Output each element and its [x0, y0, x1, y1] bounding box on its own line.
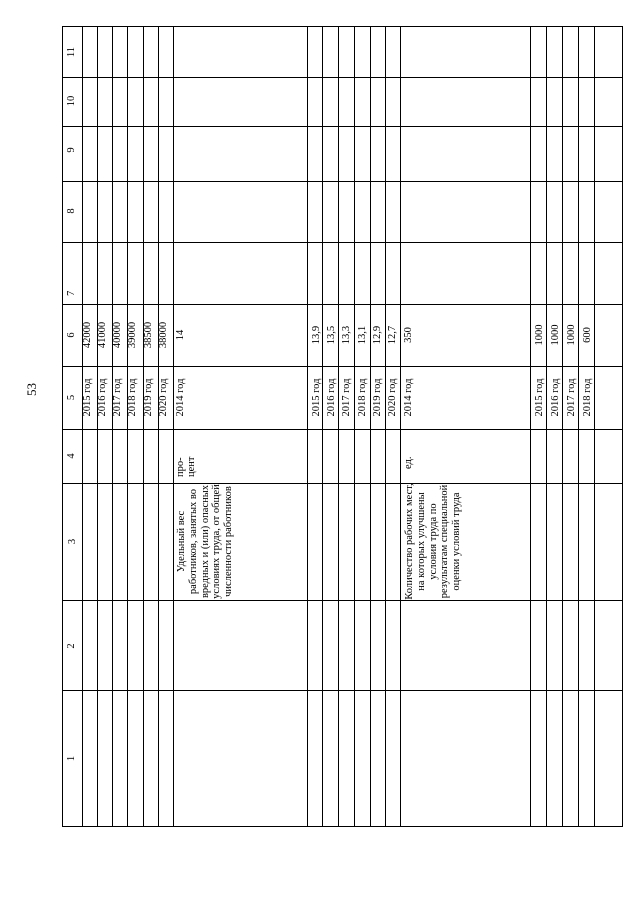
base-year-cell: 2014 год — [403, 378, 414, 417]
base-value-cell: 14 — [175, 329, 186, 341]
indicator-name: Количество рабочих мест, на которых улучшены условия труда по результатам специальной оценки условий труда — [404, 483, 462, 600]
value-cell: 13,1 — [357, 325, 368, 345]
year-cell: 2016 год — [326, 378, 337, 417]
year-cell: 2017 год — [566, 378, 577, 417]
year-cell: 2018 год — [582, 378, 593, 417]
header-col-10: 10 — [66, 95, 77, 107]
unit-cell: про-цент — [175, 456, 197, 477]
page-number: 53 — [24, 383, 39, 396]
header-col-6: 6 — [66, 332, 77, 338]
value-cell: 38000 — [158, 321, 169, 349]
value-cell: 1000 — [534, 324, 545, 346]
year-cell: 2017 год — [112, 378, 123, 417]
year-cell: 2017 год — [341, 378, 352, 417]
value-cell: 40000 — [112, 321, 123, 349]
value-cell: 12,9 — [372, 325, 383, 345]
header-col-4: 4 — [66, 453, 77, 459]
year-cell: 2015 год — [311, 378, 322, 417]
header-col-11: 11 — [66, 46, 77, 58]
value-cell: 38500 — [143, 321, 154, 349]
header-col-7: 7 — [66, 290, 77, 296]
value-cell: 39000 — [127, 321, 138, 349]
year-cell: 2020 год — [158, 378, 169, 417]
value-cell: 13,9 — [311, 325, 322, 345]
value-cell: 13,5 — [326, 325, 337, 345]
year-cell: 2020 год — [387, 378, 398, 417]
header-col-8: 8 — [66, 208, 77, 214]
header-col-2: 2 — [66, 643, 77, 649]
value-cell: 41000 — [97, 321, 108, 349]
year-cell: 2018 год — [357, 378, 368, 417]
year-cell: 2019 год — [372, 378, 383, 417]
value-cell: 12,7 — [387, 325, 398, 345]
unit-cell: ед. — [403, 456, 414, 469]
header-col-3: 3 — [67, 538, 78, 545]
header-col-1: 1 — [66, 755, 77, 762]
year-cell: 2019 год — [143, 378, 154, 417]
value-cell: 42000 — [82, 321, 93, 349]
header-col-9: 9 — [66, 147, 77, 153]
rotated-table — [62, 26, 622, 826]
year-cell: 2016 год — [550, 378, 561, 417]
base-year-cell: 2014 год — [175, 378, 186, 417]
value-cell: 1000 — [550, 324, 561, 346]
year-cell: 2015 год — [82, 378, 93, 417]
value-cell: 13,3 — [341, 325, 352, 345]
year-cell: 2016 год — [97, 378, 108, 417]
base-value-cell: 350 — [403, 327, 414, 343]
value-cell: 600 — [582, 327, 593, 343]
indicator-name: Удельный вес работников, занятых во вредных и (или) опасных условиях труда, от общей численности работников — [176, 484, 234, 599]
header-col-5: 5 — [66, 394, 77, 401]
year-cell: 2015 год — [534, 378, 545, 417]
value-cell: 1000 — [566, 324, 577, 346]
year-cell: 2018 год — [127, 378, 138, 417]
